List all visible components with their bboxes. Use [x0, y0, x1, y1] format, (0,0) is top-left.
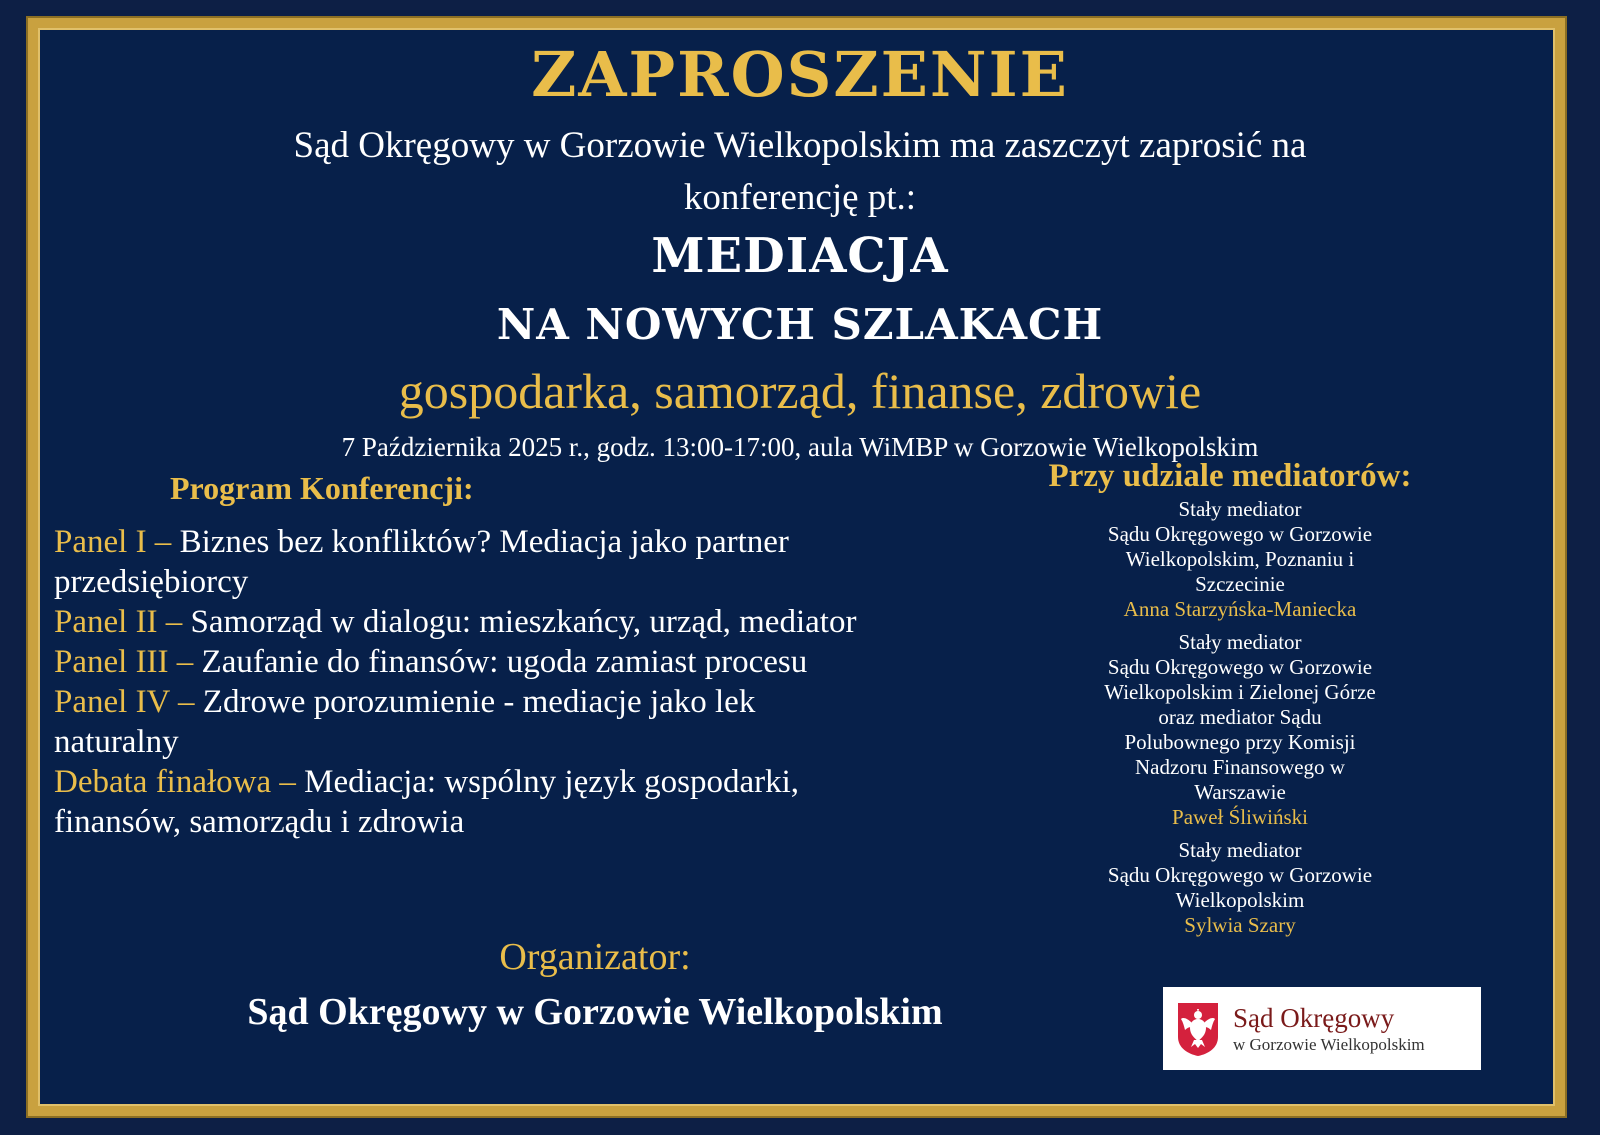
mediator-entry — [1040, 497, 1440, 622]
court-logo-line-2: w Gorzowie Wielkopolskim — [1233, 1034, 1425, 1054]
program-item-label: Panel IV – — [54, 684, 203, 720]
program-item-text: Zdrowe porozumienie - mediacje jako lek naturalny — [54, 684, 756, 760]
program-item-text: Biznes bez konfliktów? Mediacja jako partner przedsiębiorcy — [54, 524, 789, 600]
mediator-entry — [1040, 838, 1440, 938]
court-logo — [1163, 987, 1481, 1070]
mediator-description: Stały mediator Sądu Okręgowego w Gorzowie Wielkopolskim, Poznaniu i Szczecinie — [1107, 497, 1373, 596]
program-item-label: Panel III – — [54, 644, 202, 680]
organizer-label: Organizator: — [499, 936, 691, 978]
polish-eagle-emblem-icon — [1163, 987, 1233, 1070]
program-heading: Program Konferencji: — [170, 470, 474, 506]
program-list — [54, 522, 864, 842]
mediators-list — [1040, 497, 1440, 946]
mediator-name: Sylwia Szary — [1184, 913, 1296, 937]
program-item — [54, 762, 864, 842]
program-item-text: Mediacja: wspólny język gospodarki, finansów, samorządu i zdrowia — [54, 764, 800, 840]
conference-title: MEDIACJA — [651, 228, 949, 284]
mediator-name: Paweł Śliwiński — [1172, 805, 1308, 829]
program-item-label: Panel II – — [54, 604, 191, 640]
program-item — [54, 522, 864, 602]
program-item — [54, 602, 864, 642]
conference-subtitle: NA NOWYCH SZLAKACH — [496, 300, 1104, 349]
organizer-name: Sąd Okręgowy w Gorzowie Wielkopolskim — [247, 991, 943, 1033]
program-item — [54, 642, 864, 682]
mediator-entry — [1040, 630, 1440, 830]
intro-line-1: Sąd Okręgowy w Gorzowie Wielkopolskim ma zaszczyt zaprosić na — [293, 125, 1307, 166]
program-item-label: Panel I – — [54, 524, 180, 560]
mediator-description: Stały mediator Sądu Okręgowego w Gorzowie Wielkopolskim i Zielonej Górze oraz mediator Sądu Polubownego przy Komisji Nadzoru Finansowego w Warszawie — [1104, 630, 1376, 804]
date-location: 7 Października 2025 r., godz. 13:00-17:00, aula WiMBP w Gorzowie Wielkopolskim — [341, 432, 1259, 462]
mediators-heading: Przy udziale mediatorów: — [1048, 458, 1412, 494]
intro-line-2: konferencję pt.: — [683, 177, 917, 218]
intro-text — [0, 120, 1600, 224]
court-logo-line-1: Sąd Okręgowy — [1233, 1002, 1395, 1033]
program-item-text: Samorząd w dialogu: mieszkańcy, urząd, mediator — [190, 604, 857, 640]
invitation-title: ZAPROSZENIE — [531, 38, 1069, 111]
program-item — [54, 682, 864, 762]
conference-topics: gospodarka, samorząd, finanse, zdrowie — [398, 363, 1202, 419]
program-item-label: Debata finałowa – — [54, 764, 305, 800]
court-logo-text — [1233, 1002, 1425, 1054]
program-item-text: Zaufanie do finansów: ugoda zamiast procesu — [201, 644, 808, 680]
mediator-name: Anna Starzyńska-Maniecka — [1123, 597, 1357, 621]
mediator-description: Stały mediator Sądu Okręgowego w Gorzowie Wielkopolskim — [1107, 838, 1373, 912]
